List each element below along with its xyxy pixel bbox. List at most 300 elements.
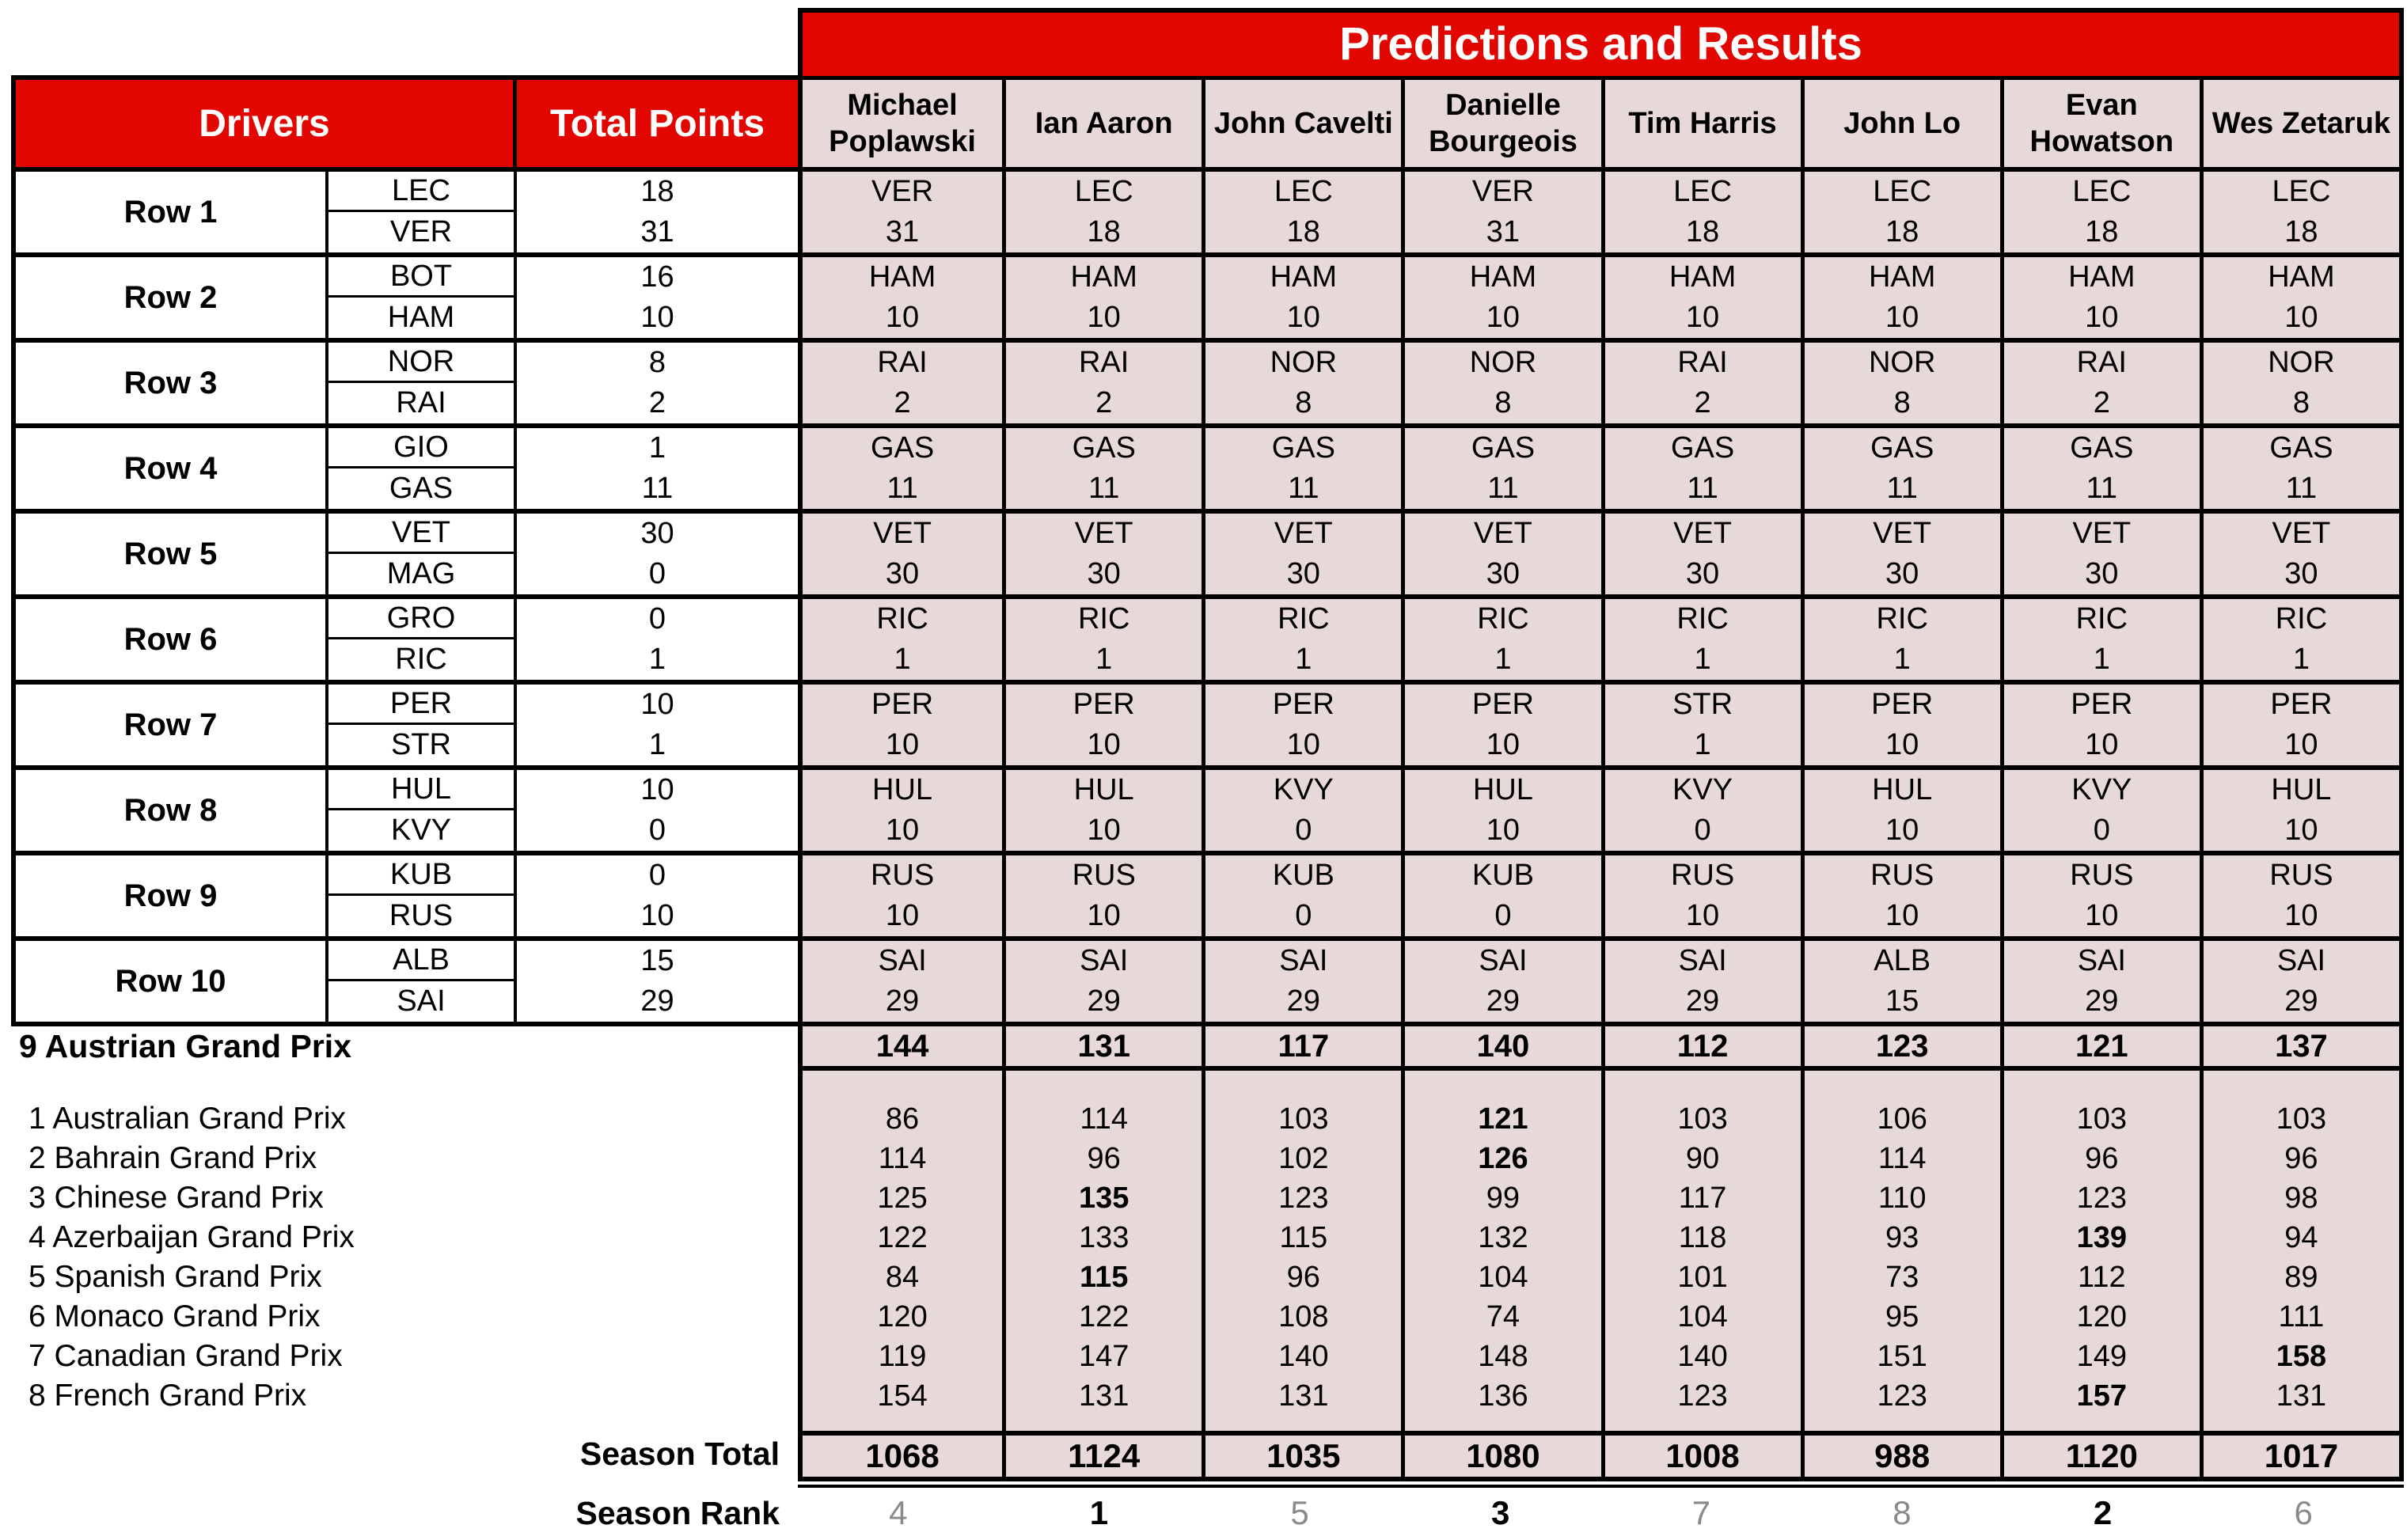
season-total-value: 1068 bbox=[803, 1436, 1002, 1477]
predicted-driver-points: 10 bbox=[2284, 814, 2318, 847]
prediction-cell bbox=[1202, 770, 1401, 851]
predicted-driver-points: 29 bbox=[2085, 984, 2119, 1018]
driver-code: LEC bbox=[328, 172, 514, 212]
prediction-cell bbox=[2000, 428, 2200, 509]
predicted-driver-code: HUL bbox=[872, 773, 933, 806]
prediction-row bbox=[803, 423, 2399, 509]
predicted-driver-code: RUS bbox=[1870, 859, 1934, 892]
driver-code: MAG bbox=[386, 557, 456, 590]
predicted-driver-points: 10 bbox=[1087, 301, 1121, 334]
race-score: 131 bbox=[2276, 1379, 2327, 1413]
prediction-cell bbox=[2000, 514, 2200, 594]
driver-code: VER bbox=[389, 215, 453, 248]
predicted-driver-code: SAI bbox=[2077, 944, 2126, 977]
predicted-driver-code: VET bbox=[1673, 517, 1733, 550]
driver-points bbox=[517, 514, 798, 594]
driver-codes bbox=[328, 599, 517, 680]
prediction-cell bbox=[1202, 428, 1401, 509]
drivers-table-header bbox=[16, 80, 798, 167]
season-total-value: 988 bbox=[1801, 1436, 2000, 1477]
predicted-driver-code: PER bbox=[1272, 688, 1334, 721]
driver-code: GAS bbox=[389, 472, 454, 505]
predicted-driver-points: 10 bbox=[2284, 728, 2318, 761]
predicted-driver-code: RIC bbox=[876, 602, 928, 635]
predicted-driver-code: KUB bbox=[1272, 859, 1334, 892]
player-race-scores-column bbox=[1801, 1071, 2000, 1431]
predicted-driver-points: 10 bbox=[885, 899, 920, 932]
austrian-gp-total: 140 bbox=[1401, 1026, 1600, 1066]
predicted-driver-code: GAS bbox=[1271, 431, 1335, 465]
predicted-driver-points: 1 bbox=[1095, 643, 1113, 676]
season-total-value: 1035 bbox=[1202, 1436, 1401, 1477]
predicted-driver-points: 10 bbox=[2284, 301, 2318, 334]
race-score: 123 bbox=[2076, 1182, 2128, 1215]
prediction-cell bbox=[1002, 855, 1202, 936]
driver-points bbox=[517, 941, 798, 1022]
prediction-row bbox=[803, 680, 2399, 765]
predicted-driver-points: 2 bbox=[1095, 386, 1113, 419]
race-score: 74 bbox=[1486, 1300, 1521, 1333]
predicted-driver-points: 29 bbox=[1286, 984, 1320, 1018]
predicted-driver-points: 1 bbox=[2292, 643, 2310, 676]
driver-total-points: 0 bbox=[648, 602, 666, 635]
driver-code: KVY bbox=[390, 814, 452, 847]
prediction-cell bbox=[1601, 855, 1801, 936]
race-score: 132 bbox=[1478, 1221, 1528, 1254]
player-race-scores-column bbox=[1401, 1071, 1600, 1431]
austrian-gp-total: 123 bbox=[1801, 1026, 2000, 1066]
driver-total-points: 10 bbox=[640, 773, 674, 806]
predicted-driver-points: 11 bbox=[1088, 472, 1120, 505]
predicted-driver-points: 15 bbox=[1885, 984, 1919, 1018]
predicted-driver-code: RAI bbox=[2076, 346, 2127, 379]
driver-codes bbox=[328, 770, 517, 851]
player-race-scores-column bbox=[1601, 1071, 1801, 1431]
driver-code: PER bbox=[328, 685, 514, 725]
driver-code: HAM bbox=[387, 301, 455, 334]
driver-row bbox=[16, 680, 798, 765]
race-score: 110 bbox=[1877, 1182, 1927, 1215]
season-rank-row bbox=[798, 1493, 2404, 1534]
race-score: 158 bbox=[2276, 1340, 2327, 1373]
predicted-driver-code: NOR bbox=[1270, 346, 1338, 379]
predicted-driver-code: VET bbox=[1873, 517, 1932, 550]
predicted-driver-points: 10 bbox=[1685, 899, 1720, 932]
predicted-driver-code: RAI bbox=[1079, 346, 1129, 379]
player-race-scores-column bbox=[2200, 1071, 2399, 1431]
driver-codes bbox=[328, 343, 517, 423]
predicted-driver-points: 11 bbox=[2086, 472, 2118, 505]
race-score: 114 bbox=[878, 1142, 927, 1175]
predicted-driver-points: 18 bbox=[2085, 215, 2119, 248]
predictions-title: Predictions and Results bbox=[803, 13, 2399, 80]
race-score: 115 bbox=[1279, 1221, 1328, 1254]
prediction-cell bbox=[1601, 343, 1801, 423]
driver-row bbox=[16, 167, 798, 252]
predicted-driver-code: RIC bbox=[2075, 602, 2128, 635]
prediction-cell bbox=[1601, 172, 1801, 252]
predicted-driver-points: 0 bbox=[2093, 814, 2110, 847]
driver-total-points: 1 bbox=[648, 643, 666, 676]
race-score: 108 bbox=[1278, 1300, 1329, 1333]
predicted-driver-points: 10 bbox=[1885, 728, 1919, 761]
prediction-cell bbox=[1801, 685, 2000, 765]
driver-code: GRO bbox=[328, 599, 514, 639]
predicted-driver-code: PER bbox=[1871, 688, 1934, 721]
prediction-cell bbox=[1801, 941, 2000, 1022]
predicted-driver-code: RAI bbox=[877, 346, 928, 379]
driver-code: STR bbox=[391, 728, 451, 761]
prediction-cell bbox=[1002, 770, 1202, 851]
prediction-cell bbox=[1002, 599, 1202, 680]
predicted-driver-code: SAI bbox=[1279, 944, 1328, 977]
driver-row bbox=[16, 594, 798, 680]
predicted-driver-points: 30 bbox=[1286, 557, 1320, 590]
race-score: 96 bbox=[2284, 1142, 2318, 1175]
predicted-driver-code: RIC bbox=[1676, 602, 1729, 635]
driver-row bbox=[16, 338, 798, 423]
predicted-driver-points: 10 bbox=[1885, 301, 1919, 334]
race-score: 123 bbox=[1877, 1379, 1927, 1413]
predicted-driver-code: SAI bbox=[1080, 944, 1129, 977]
season-total-label: Season Total bbox=[579, 1436, 780, 1472]
race-score: 122 bbox=[877, 1221, 928, 1254]
season-total-value: 1120 bbox=[2000, 1436, 2200, 1477]
race-score: 131 bbox=[1078, 1379, 1129, 1413]
driver-total-points: 10 bbox=[640, 301, 674, 334]
player-name-header: Wes Zetaruk bbox=[2200, 80, 2399, 167]
prediction-cell bbox=[1601, 941, 1801, 1022]
race-label: 6 Monaco Grand Prix bbox=[28, 1299, 321, 1333]
prediction-cell bbox=[1401, 428, 1600, 509]
prediction-row bbox=[803, 594, 2399, 680]
predicted-driver-points: 10 bbox=[1486, 814, 1521, 847]
race-score: 114 bbox=[1080, 1102, 1128, 1136]
prediction-cell bbox=[2200, 855, 2399, 936]
predicted-driver-points: 11 bbox=[1886, 472, 1918, 505]
predicted-driver-points: 29 bbox=[885, 984, 920, 1018]
predicted-driver-points: 10 bbox=[885, 814, 920, 847]
prediction-cell bbox=[2000, 770, 2200, 851]
predicted-driver-points: 10 bbox=[1486, 301, 1521, 334]
prediction-cell bbox=[1202, 855, 1401, 936]
player-names-row bbox=[803, 80, 2399, 167]
prediction-cell bbox=[1801, 770, 2000, 851]
prediction-row bbox=[803, 509, 2399, 594]
race-score: 121 bbox=[1478, 1102, 1528, 1136]
driver-rows bbox=[16, 167, 798, 1022]
race-label: 4 Azerbaijan Grand Prix bbox=[28, 1220, 355, 1254]
driver-points bbox=[517, 343, 798, 423]
predicted-driver-points: 10 bbox=[1885, 814, 1919, 847]
race-score: 103 bbox=[1677, 1102, 1728, 1136]
race-score: 94 bbox=[2284, 1221, 2318, 1254]
player-name-header: Michael Poplawski bbox=[803, 80, 1002, 167]
driver-points bbox=[517, 172, 798, 252]
driver-points bbox=[517, 855, 798, 936]
prediction-row bbox=[803, 252, 2399, 338]
predicted-driver-points: 1 bbox=[1494, 643, 1512, 676]
race-score: 103 bbox=[2276, 1102, 2327, 1136]
predicted-driver-points: 11 bbox=[886, 472, 918, 505]
prediction-cell bbox=[1202, 514, 1401, 594]
predicted-driver-points: 29 bbox=[1685, 984, 1720, 1018]
prediction-cell bbox=[1801, 599, 2000, 680]
predicted-driver-code: RIC bbox=[1876, 602, 1928, 635]
prediction-cell bbox=[2000, 685, 2200, 765]
predicted-driver-code: VET bbox=[1074, 517, 1133, 550]
race-score: 148 bbox=[1478, 1340, 1528, 1373]
predicted-driver-points: 10 bbox=[1486, 728, 1521, 761]
predicted-driver-points: 30 bbox=[885, 557, 920, 590]
prediction-cell bbox=[2200, 599, 2399, 680]
race-score: 112 bbox=[2078, 1261, 2126, 1294]
driver-points bbox=[517, 257, 798, 338]
predicted-driver-points: 31 bbox=[1486, 215, 1521, 248]
predicted-driver-code: LEC bbox=[1074, 175, 1133, 208]
race-score: 114 bbox=[1877, 1142, 1927, 1175]
prediction-cell bbox=[1002, 941, 1202, 1022]
season-rank-value: 4 bbox=[889, 1494, 908, 1531]
austrian-gp-totals-row bbox=[803, 1022, 2399, 1066]
driver-points bbox=[517, 428, 798, 509]
driver-code: BOT bbox=[328, 257, 514, 298]
driver-code: RAI bbox=[396, 386, 446, 419]
predicted-driver-code: STR bbox=[1672, 688, 1733, 721]
predicted-driver-code: RIC bbox=[1278, 602, 1330, 635]
predicted-driver-code: RIC bbox=[1077, 602, 1130, 635]
driver-total-points: 2 bbox=[648, 386, 666, 419]
predicted-driver-code: ALB bbox=[1874, 944, 1931, 977]
prediction-cell bbox=[1202, 172, 1401, 252]
predicted-driver-points: 1 bbox=[894, 643, 911, 676]
predicted-driver-code: HAM bbox=[1669, 260, 1737, 294]
driver-points bbox=[517, 599, 798, 680]
predicted-driver-points: 0 bbox=[1694, 814, 1711, 847]
predicted-driver-points: 10 bbox=[1087, 728, 1121, 761]
predicted-driver-points: 10 bbox=[885, 301, 920, 334]
predicted-driver-code: GAS bbox=[2269, 431, 2333, 465]
predicted-driver-code: HUL bbox=[1872, 773, 1933, 806]
predicted-driver-points: 1 bbox=[1893, 643, 1911, 676]
predicted-driver-points: 10 bbox=[885, 728, 920, 761]
predicted-driver-points: 1 bbox=[2093, 643, 2110, 676]
driver-total-points: 8 bbox=[648, 346, 666, 379]
race-score: 136 bbox=[1478, 1379, 1528, 1413]
prediction-cell bbox=[1601, 257, 1801, 338]
predicted-driver-points: 18 bbox=[1286, 215, 1320, 248]
predicted-driver-code: VET bbox=[873, 517, 932, 550]
prediction-cell bbox=[2200, 941, 2399, 1022]
predicted-driver-code: RUS bbox=[2269, 859, 2333, 892]
race-label: 5 Spanish Grand Prix bbox=[28, 1260, 322, 1294]
driver-row bbox=[16, 851, 798, 936]
race-score: 125 bbox=[877, 1182, 928, 1215]
season-total-value: 1008 bbox=[1601, 1436, 1801, 1477]
race-score: 123 bbox=[1677, 1379, 1728, 1413]
predicted-driver-points: 11 bbox=[1487, 472, 1519, 505]
predicted-driver-points: 29 bbox=[1087, 984, 1121, 1018]
predicted-driver-points: 8 bbox=[1494, 386, 1512, 419]
driver-total-points: 30 bbox=[640, 517, 674, 550]
predicted-driver-points: 2 bbox=[2093, 386, 2110, 419]
prediction-cell bbox=[1002, 685, 1202, 765]
predicted-driver-code: HAM bbox=[1868, 260, 1936, 294]
race-score: 139 bbox=[2076, 1221, 2128, 1254]
prediction-cell bbox=[1401, 599, 1600, 680]
driver-total-points: 29 bbox=[640, 984, 674, 1018]
predicted-driver-code: RIC bbox=[1477, 602, 1529, 635]
prediction-cell bbox=[2200, 770, 2399, 851]
predicted-driver-points: 30 bbox=[1885, 557, 1919, 590]
predicted-driver-code: GAS bbox=[1471, 431, 1536, 465]
predicted-driver-points: 18 bbox=[1087, 215, 1121, 248]
driver-total-points: 1 bbox=[648, 431, 666, 465]
predicted-driver-points: 1 bbox=[1694, 728, 1711, 761]
driver-code: KUB bbox=[328, 855, 514, 896]
predicted-driver-code: HAM bbox=[1070, 260, 1137, 294]
predicted-driver-code: SAI bbox=[2276, 944, 2326, 977]
prediction-cell bbox=[1601, 428, 1801, 509]
predicted-driver-code: RAI bbox=[1677, 346, 1728, 379]
predicted-driver-points: 10 bbox=[1885, 899, 1919, 932]
player-name-header: Tim Harris bbox=[1601, 80, 1801, 167]
driver-row bbox=[16, 252, 798, 338]
driver-total-points: 10 bbox=[640, 899, 674, 932]
driver-codes bbox=[328, 685, 517, 765]
driver-total-points: 0 bbox=[648, 859, 666, 892]
predicted-driver-code: RUS bbox=[1670, 859, 1735, 892]
predicted-driver-code: VET bbox=[2072, 517, 2132, 550]
prediction-rows bbox=[803, 167, 2399, 1022]
predicted-driver-code: LEC bbox=[1873, 175, 1932, 208]
prediction-cell bbox=[803, 941, 1002, 1022]
driver-code: NOR bbox=[328, 343, 514, 383]
driver-row-label: Row 3 bbox=[16, 343, 328, 423]
prediction-row bbox=[803, 167, 2399, 252]
race-score: 102 bbox=[1278, 1142, 1329, 1175]
austrian-gp-total: 112 bbox=[1601, 1026, 1801, 1066]
predicted-driver-code: LEC bbox=[2272, 175, 2331, 208]
driver-total-points: 18 bbox=[640, 175, 674, 208]
predicted-driver-code: LEC bbox=[2072, 175, 2132, 208]
prediction-cell bbox=[1002, 343, 1202, 423]
driver-total-points: 16 bbox=[640, 260, 674, 294]
prediction-cell bbox=[803, 514, 1002, 594]
player-name-header: John Lo bbox=[1801, 80, 2000, 167]
driver-total-points: 31 bbox=[640, 215, 674, 248]
race-label: 1 Australian Grand Prix bbox=[28, 1102, 347, 1136]
predicted-driver-points: 10 bbox=[2085, 899, 2119, 932]
race-score: 93 bbox=[1885, 1221, 1919, 1254]
race-score: 157 bbox=[2076, 1379, 2128, 1413]
prediction-cell bbox=[2000, 855, 2200, 936]
season-total-row bbox=[803, 1431, 2399, 1477]
race-score: 104 bbox=[1677, 1300, 1728, 1333]
predicted-driver-code: PER bbox=[2071, 688, 2133, 721]
predicted-driver-points: 0 bbox=[1295, 814, 1312, 847]
race-score: 101 bbox=[1677, 1261, 1728, 1294]
prediction-cell bbox=[803, 172, 1002, 252]
predicted-driver-points: 8 bbox=[2292, 386, 2310, 419]
predicted-driver-code: RUS bbox=[870, 859, 935, 892]
predicted-driver-points: 8 bbox=[1893, 386, 1911, 419]
player-race-scores-column bbox=[1002, 1071, 1202, 1431]
prediction-cell bbox=[803, 343, 1002, 423]
predicted-driver-points: 30 bbox=[2284, 557, 2318, 590]
predicted-driver-code: SAI bbox=[1479, 944, 1528, 977]
driver-row-label: Row 9 bbox=[16, 855, 328, 936]
predicted-driver-code: HAM bbox=[1270, 260, 1338, 294]
predicted-driver-points: 10 bbox=[1286, 301, 1320, 334]
driver-codes bbox=[328, 257, 517, 338]
predicted-driver-points: 1 bbox=[1295, 643, 1312, 676]
predicted-driver-points: 18 bbox=[1685, 215, 1720, 248]
predictions-table bbox=[798, 8, 2404, 1481]
austrian-gp-total: 131 bbox=[1002, 1026, 1202, 1066]
prediction-cell bbox=[803, 685, 1002, 765]
predicted-driver-points: 2 bbox=[894, 386, 911, 419]
driver-codes bbox=[328, 941, 517, 1022]
prediction-cell bbox=[2200, 685, 2399, 765]
prediction-cell bbox=[2000, 599, 2200, 680]
prediction-cell bbox=[1801, 257, 2000, 338]
predicted-driver-code: HAM bbox=[1469, 260, 1537, 294]
driver-total-points: 15 bbox=[640, 944, 674, 977]
prediction-cell bbox=[1601, 514, 1801, 594]
predicted-driver-points: 10 bbox=[1685, 301, 1720, 334]
predicted-driver-code: LEC bbox=[1673, 175, 1733, 208]
predicted-driver-code: GAS bbox=[1670, 431, 1735, 465]
predicted-driver-code: KVY bbox=[1672, 773, 1733, 806]
prediction-cell bbox=[2000, 343, 2200, 423]
predicted-driver-points: 10 bbox=[1087, 899, 1121, 932]
prediction-cell bbox=[1601, 599, 1801, 680]
race-score: 90 bbox=[1685, 1142, 1720, 1175]
prediction-cell bbox=[803, 855, 1002, 936]
race-label: 2 Bahrain Grand Prix bbox=[28, 1141, 317, 1175]
race-score: 118 bbox=[1678, 1221, 1727, 1254]
race-score: 122 bbox=[1078, 1300, 1129, 1333]
driver-code: SAI bbox=[397, 984, 446, 1018]
predicted-driver-points: 10 bbox=[2085, 728, 2119, 761]
predicted-driver-points: 1 bbox=[1694, 643, 1711, 676]
predicted-driver-code: NOR bbox=[1868, 346, 1936, 379]
race-score: 103 bbox=[2076, 1102, 2128, 1136]
driver-codes bbox=[328, 172, 517, 252]
driver-row-label: Row 4 bbox=[16, 428, 328, 509]
race-score: 106 bbox=[1877, 1102, 1927, 1136]
player-name-header: Evan Howatson bbox=[2000, 80, 2200, 167]
driver-row-label: Row 6 bbox=[16, 599, 328, 680]
player-race-scores-column bbox=[803, 1071, 1002, 1431]
predicted-driver-points: 0 bbox=[1295, 899, 1312, 932]
total-points-header: Total Points bbox=[517, 80, 798, 167]
prediction-cell bbox=[2000, 172, 2200, 252]
season-rank-value: 2 bbox=[2093, 1494, 2113, 1531]
driver-code: HUL bbox=[328, 770, 514, 810]
driver-total-points: 0 bbox=[648, 814, 666, 847]
prediction-cell bbox=[1601, 770, 1801, 851]
prediction-cell bbox=[803, 257, 1002, 338]
predicted-driver-points: 18 bbox=[2284, 215, 2318, 248]
race-label: 8 French Grand Prix bbox=[28, 1379, 307, 1413]
predicted-driver-points: 10 bbox=[1286, 728, 1320, 761]
prediction-cell bbox=[1002, 514, 1202, 594]
season-rank-label: Season Rank bbox=[575, 1495, 780, 1531]
prediction-cell bbox=[1401, 855, 1600, 936]
predicted-driver-code: VET bbox=[2272, 517, 2331, 550]
